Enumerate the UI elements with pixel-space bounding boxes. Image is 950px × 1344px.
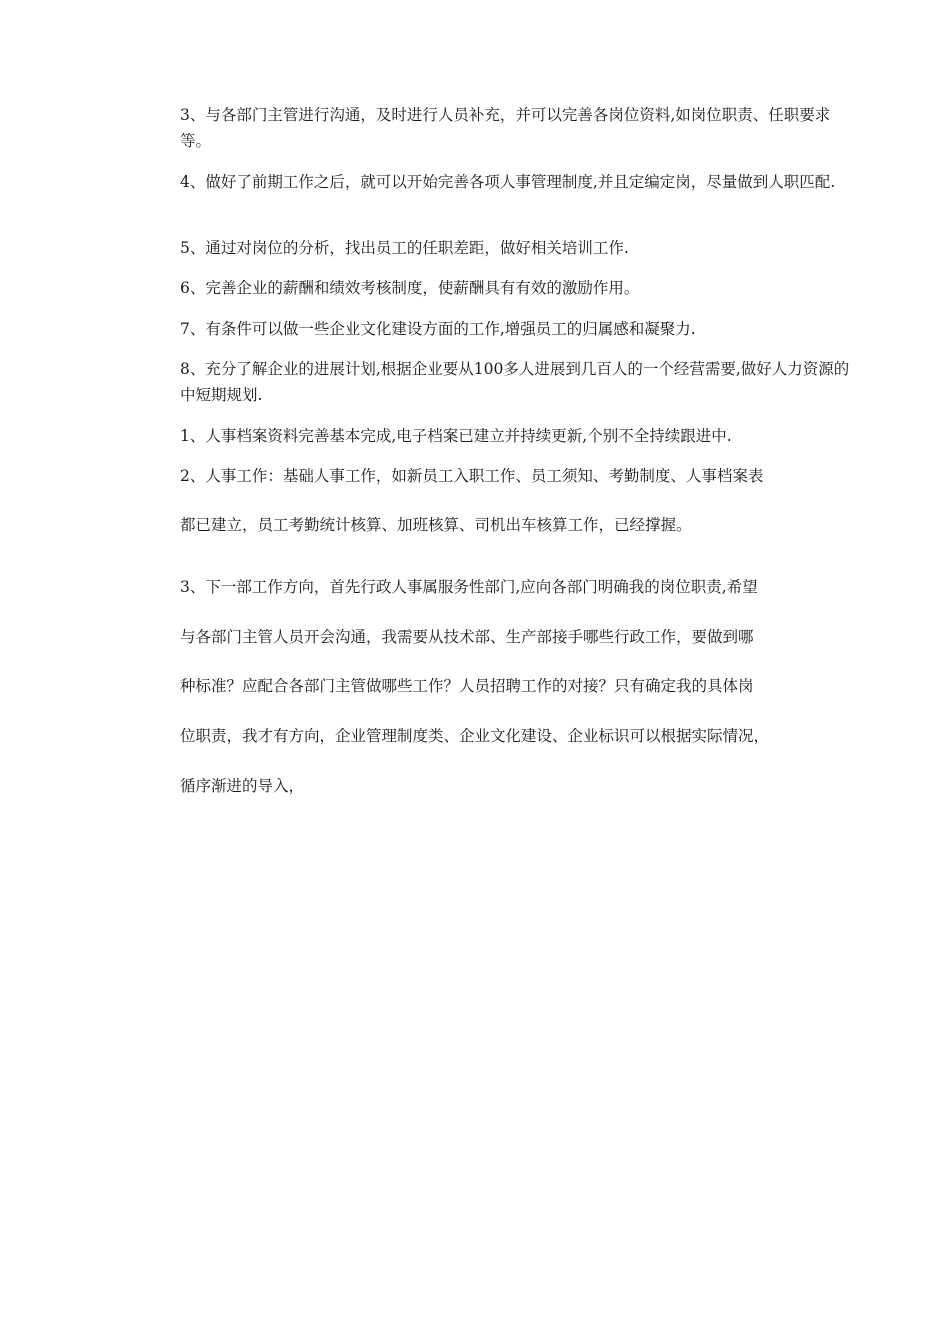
section3-line-4: 位职责，我才有方向，企业管理制度类、企业文化建设、企业标识可以根据实际情况，	[180, 727, 770, 745]
section3-line-2: 与各部门主管人员开会沟通，我需要从技术部、生产部接手哪些行政工作，要做到哪	[180, 628, 754, 646]
paragraph-item-3: 3、与各部门主管进行沟通，及时进行人员补充，并可以完善各岗位资料,如岗位职责、任职要求等。	[180, 106, 831, 150]
section3-line-3: 种标准？应配合各部门主管做哪些工作？人员招聘工作的对接？只有确定我的具体岗	[180, 677, 754, 695]
paragraph-status-1: 1、人事档案资料完善基本完成,电子档案已建立并持续更新,个别不全持续跟进中.	[180, 427, 732, 445]
paragraph-item-5: 5、通过对岗位的分析，找出员工的任职差距，做好相关培训工作.	[180, 239, 629, 257]
section3-line-1: 3、下一部工作方向，首先行政人事属服务性部门,应向各部门明确我的岗位职责,希望	[180, 578, 758, 596]
paragraph-item-4: 4、做好了前期工作之后，就可以开始完善各项人事管理制度,并且定编定岗，尽量做到人职匹配.	[180, 173, 836, 191]
section2-line-1: 2、人事工作：基础人事工作，如新员工入职工作、员工须知、考勤制度、人事档案表	[180, 467, 764, 485]
section2-line-2: 都已建立，员工考勤统计核算、加班核算、司机出车核算工作，已经撑握。	[180, 516, 692, 534]
section3-line-5: 循序渐进的导入，	[180, 777, 305, 795]
paragraph-item-7: 7、有条件可以做一些企业文化建设方面的工作,增强员工的归属感和凝聚力.	[180, 320, 696, 338]
paragraph-item-8: 8、充分了解企业的进展计划,根据企业要从100多人进展到几百人的一个经营需要,做好人力资源的中短期规划.	[180, 360, 850, 404]
paragraph-item-6: 6、完善企业的薪酬和绩效考核制度，使薪酬具有有效的激励作用。	[180, 279, 640, 297]
